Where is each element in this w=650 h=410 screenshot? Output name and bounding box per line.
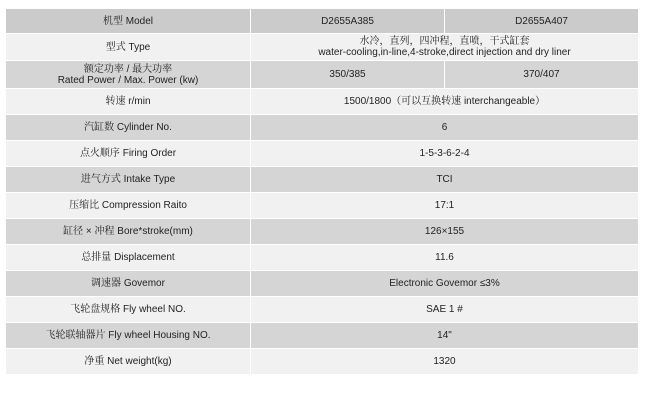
intake-value: TCI: [251, 167, 639, 193]
net-weight-label: 净重 Net weight(kg): [6, 349, 251, 375]
power-value-a385: 350/385: [251, 61, 445, 89]
table-row-firing-order: [6, 141, 639, 167]
table-row-speed: [6, 89, 639, 115]
compression-value: 17:1: [251, 193, 639, 219]
power-label-cn: 额定功率 / 最大功率: [83, 63, 173, 75]
table-row-model: [6, 9, 639, 34]
cylinders-label: 汽缸数 Cylinder No.: [6, 115, 251, 141]
displacement-value: 11.6: [251, 245, 639, 271]
table-row-governor: [6, 271, 639, 297]
table-row-flywheel-housing: [6, 323, 639, 349]
speed-value: 1500/1800（可以互换转速 interchangeable）: [251, 89, 639, 115]
type-value: [251, 34, 639, 61]
table-row-compression: [6, 193, 639, 219]
governor-label: 调速器 Govemor: [6, 271, 251, 297]
model-d2655a385: D2655A385: [251, 9, 445, 34]
governor-value: Electronic Govemor ≤3%: [251, 271, 639, 297]
table-row-intake: [6, 167, 639, 193]
displacement-label: 总排量 Displacement: [6, 245, 251, 271]
engine-spec-table: [5, 8, 639, 375]
power-value-a407: 370/407: [445, 61, 639, 89]
bore-stroke-value: 126×155: [251, 219, 639, 245]
compression-label: 压缩比 Compression Raito: [6, 193, 251, 219]
net-weight-value: 1320: [251, 349, 639, 375]
bore-stroke-label: 缸径 × 冲程 Bore*stroke(mm): [6, 219, 251, 245]
flywheel-label: 飞轮盘规格 Fly wheel NO.: [6, 297, 251, 323]
firing-order-label: 点火顺序 Firing Order: [6, 141, 251, 167]
intake-label: 进气方式 Intake Type: [6, 167, 251, 193]
power-label-en: Rated Power / Max. Power (kw): [57, 74, 199, 86]
model-d2655a407: D2655A407: [445, 9, 639, 34]
spec-sheet: [5, 8, 638, 375]
power-label: [6, 61, 251, 89]
model-label: 机型 Model: [6, 9, 251, 34]
flywheel-housing-label: 飞轮联轴器片 Fly wheel Housing NO.: [6, 323, 251, 349]
type-value-en: water-cooling,in-line,4-stroke,direct injection and dry liner: [318, 47, 571, 58]
table-row-displacement: [6, 245, 639, 271]
table-row-bore-stroke: [6, 219, 639, 245]
firing-order-value: 1-5-3-6-2-4: [251, 141, 639, 167]
table-row-cylinders: [6, 115, 639, 141]
flywheel-value: SAE 1 #: [251, 297, 639, 323]
type-value-cn: 水冷，直列，四冲程，直喷，干式缸套: [359, 36, 530, 47]
speed-label: 转速 r/min: [6, 89, 251, 115]
table-row-flywheel: [6, 297, 639, 323]
cylinders-value: 6: [251, 115, 639, 141]
table-row-type: [6, 34, 639, 61]
type-label: 型式 Type: [6, 34, 251, 61]
table-row-net-weight: [6, 349, 639, 375]
table-row-power: [6, 61, 639, 89]
flywheel-housing-value: 14": [251, 323, 639, 349]
